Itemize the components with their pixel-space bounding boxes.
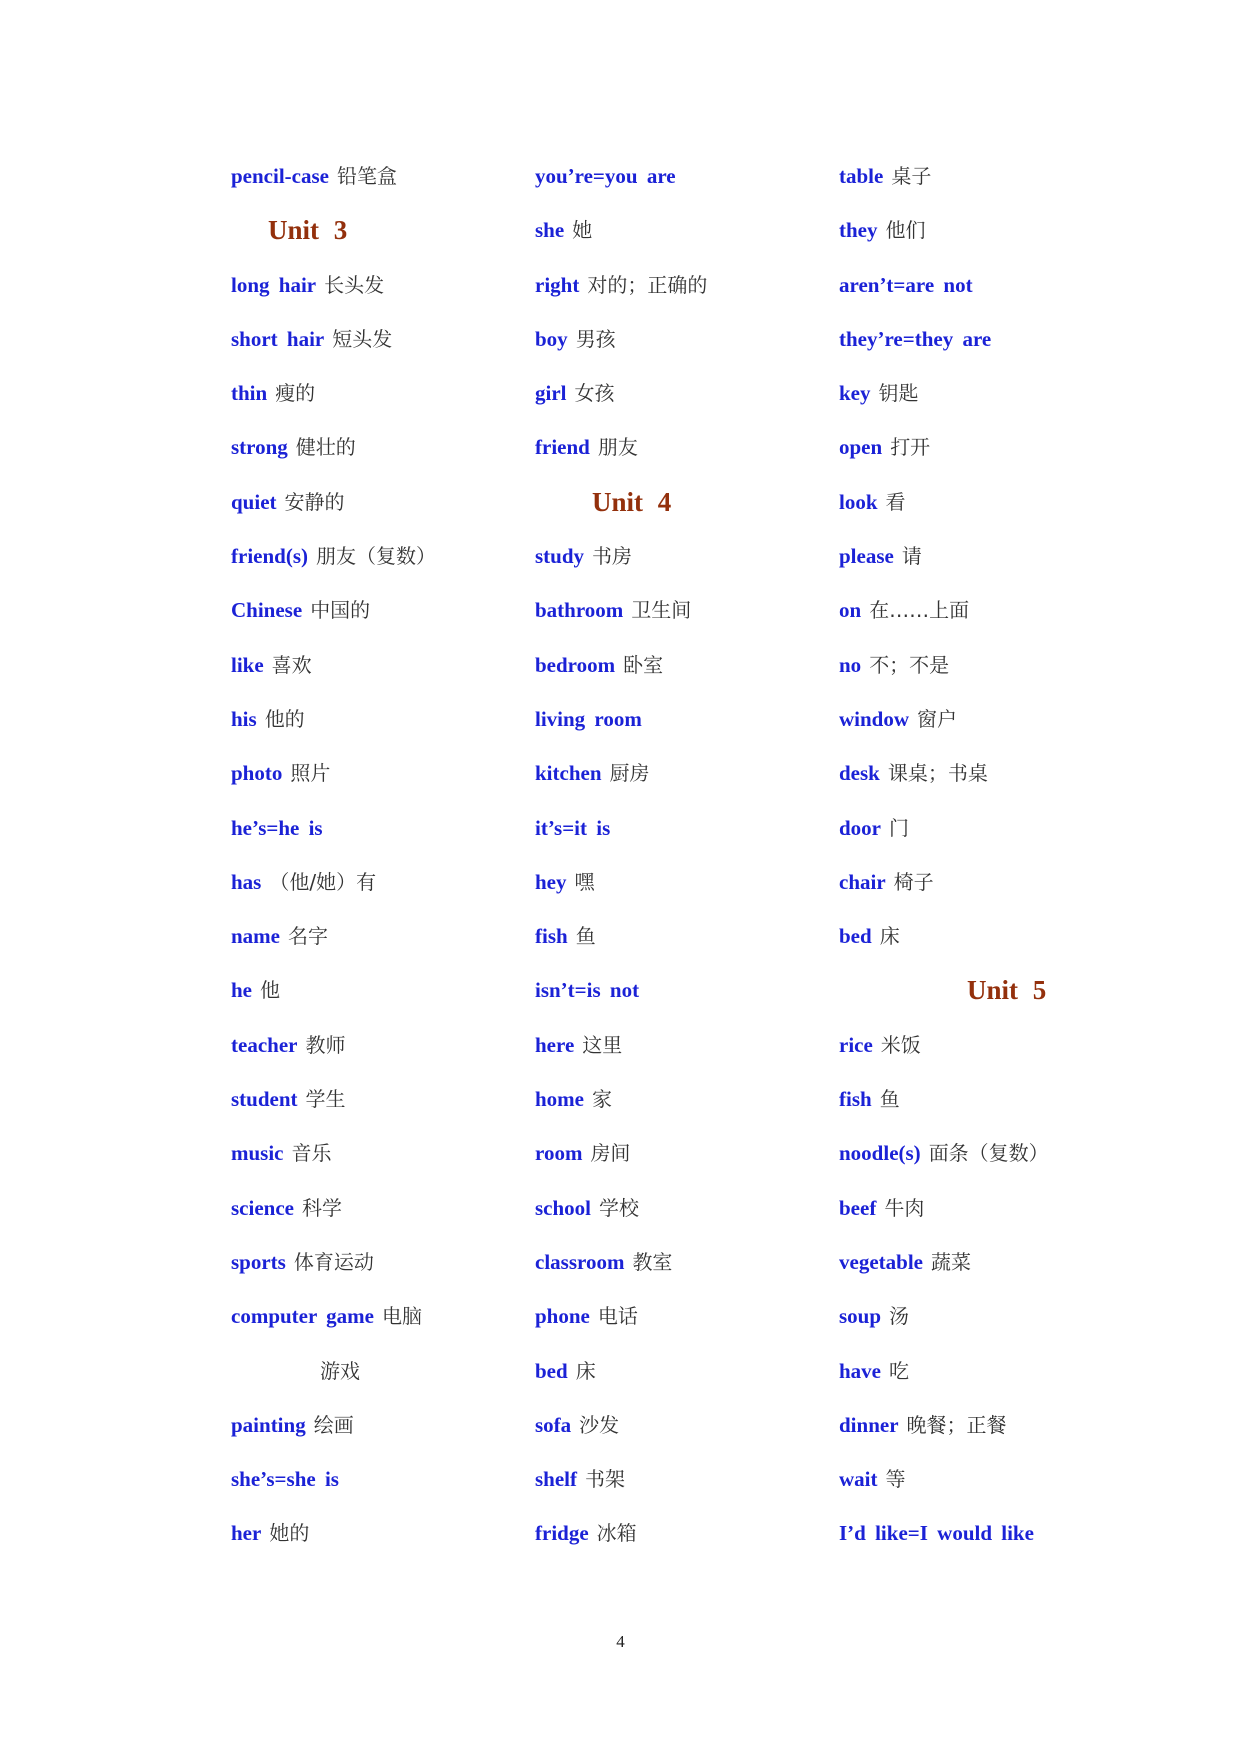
english-word: fish xyxy=(839,1087,872,1112)
vocab-entry xyxy=(535,975,855,1029)
vocab-entry xyxy=(231,650,551,704)
chinese-meaning: 朋友 xyxy=(597,435,638,460)
chinese-meaning: 女孩 xyxy=(574,381,615,406)
vocab-entry xyxy=(231,595,551,649)
chinese-meaning: 卧室 xyxy=(623,652,664,677)
page-number: 4 xyxy=(616,1632,625,1651)
vocab-entry xyxy=(839,758,1179,812)
chinese-meaning: 她的 xyxy=(269,1521,310,1546)
vocab-entry xyxy=(839,1464,1179,1518)
chinese-meaning: 床 xyxy=(879,924,900,949)
english-word: table xyxy=(839,164,884,188)
chinese-meaning: 绘画 xyxy=(313,1412,354,1437)
vocab-entry xyxy=(231,1301,551,1355)
vocab-entry xyxy=(535,813,855,867)
english-word: home xyxy=(535,1087,584,1112)
vocabulary-column-3 xyxy=(839,161,1179,1573)
english-word: he xyxy=(231,978,252,1003)
chinese-meaning: 看 xyxy=(885,489,906,514)
english-word: girl xyxy=(535,381,567,406)
vocab-entry xyxy=(231,378,551,432)
english-word: please xyxy=(839,544,894,569)
vocab-entry xyxy=(231,270,551,324)
vocab-entry xyxy=(535,541,855,595)
english-word: boy xyxy=(535,326,568,351)
english-word: living room xyxy=(535,706,642,731)
english-word: isn’t=is not xyxy=(535,978,640,1003)
chinese-meaning: 教室 xyxy=(632,1249,673,1274)
english-word: bedroom xyxy=(535,652,616,677)
chinese-meaning: 面条（复数） xyxy=(928,1141,1049,1166)
vocab-entry xyxy=(839,921,1179,975)
vocab-entry xyxy=(535,867,855,921)
chinese-meaning: 嘿 xyxy=(574,869,595,894)
english-word: her xyxy=(231,1521,262,1546)
chinese-meaning: 教师 xyxy=(305,1032,346,1057)
chinese-meaning: 学生 xyxy=(305,1087,346,1112)
chinese-meaning: 音乐 xyxy=(291,1141,332,1166)
vocab-entry xyxy=(535,1138,855,1192)
vocab-entry xyxy=(231,161,551,215)
chinese-meaning: 课桌；书桌 xyxy=(887,761,988,786)
english-word: music xyxy=(231,1141,284,1166)
chinese-meaning: 他的 xyxy=(264,706,305,731)
chinese-meaning: （他/她）有 xyxy=(269,869,377,894)
english-word: window xyxy=(839,706,910,731)
chinese-meaning: 鱼 xyxy=(879,1087,900,1112)
english-word: desk xyxy=(839,761,880,786)
vocab-entry xyxy=(839,1410,1179,1464)
chinese-meaning: 书房 xyxy=(592,544,633,569)
vocab-entry xyxy=(535,704,855,758)
english-word: thin xyxy=(231,381,268,406)
english-word: kitchen xyxy=(535,761,602,786)
vocab-entry xyxy=(535,1193,855,1247)
chinese-meaning: 沙发 xyxy=(579,1412,620,1437)
vocab-entry xyxy=(231,758,551,812)
english-word: shelf xyxy=(535,1467,577,1492)
chinese-meaning: 房间 xyxy=(590,1141,631,1166)
vocab-entry xyxy=(535,1410,855,1464)
vocab-entry xyxy=(535,1084,855,1138)
chinese-meaning: 书架 xyxy=(585,1467,625,1492)
english-word: room xyxy=(535,1141,583,1166)
vocab-entry xyxy=(839,432,1179,486)
vocab-entry xyxy=(231,921,551,975)
english-word: aren’t=are not xyxy=(839,272,973,297)
vocab-entry xyxy=(839,541,1179,595)
english-word: bed xyxy=(535,1358,568,1383)
chinese-meaning: 冰箱 xyxy=(596,1521,637,1546)
vocab-entry xyxy=(839,1301,1179,1355)
chinese-meaning: 不；不是 xyxy=(869,652,950,677)
chinese-meaning: 打开 xyxy=(890,435,931,460)
vocab-entry xyxy=(839,270,1179,324)
chinese-meaning: 科学 xyxy=(301,1195,342,1220)
vocab-entry xyxy=(535,650,855,704)
chinese-meaning: 鱼 xyxy=(575,924,596,949)
vocab-entry xyxy=(839,378,1179,432)
english-word: dinner xyxy=(839,1412,899,1437)
english-word: noodle(s) xyxy=(839,1141,921,1166)
vocab-entry xyxy=(839,1030,1179,1084)
vocab-entry xyxy=(231,541,551,595)
english-word: sports xyxy=(231,1249,286,1274)
english-word: rice xyxy=(839,1032,873,1057)
vocab-entry xyxy=(535,595,855,649)
chinese-meaning: 钥匙 xyxy=(878,381,919,406)
english-word: science xyxy=(231,1195,294,1220)
english-word: short hair xyxy=(231,326,325,351)
chinese-meaning: 喜欢 xyxy=(271,652,312,677)
vocab-entry xyxy=(535,1356,855,1410)
english-word: painting xyxy=(231,1412,306,1437)
english-word: study xyxy=(535,544,585,569)
vocab-entry xyxy=(839,1247,1179,1301)
vocab-entry xyxy=(231,1193,551,1247)
chinese-meaning: 在……上面 xyxy=(869,598,970,623)
chinese-meaning: 她 xyxy=(572,218,593,243)
vocab-entry xyxy=(839,487,1179,541)
english-word: no xyxy=(839,652,862,677)
vocab-entry xyxy=(839,1193,1179,1247)
chinese-meaning: 体育运动 xyxy=(293,1249,374,1274)
unit-heading: Unit 5 xyxy=(967,975,1047,1006)
english-word: she xyxy=(535,218,565,243)
vocab-entry xyxy=(839,161,1179,215)
chinese-meaning: 等 xyxy=(885,1467,906,1492)
english-word: on xyxy=(839,598,862,623)
chinese-meaning: 椅子 xyxy=(893,869,934,894)
english-word: door xyxy=(839,815,881,840)
vocab-entry xyxy=(839,704,1179,758)
vocab-entry xyxy=(839,1356,1179,1410)
english-word: name xyxy=(231,924,280,949)
chinese-meaning: 晚餐；正餐 xyxy=(906,1412,1007,1437)
english-word: pencil-case xyxy=(231,164,329,188)
english-word: wait xyxy=(839,1467,878,1492)
chinese-meaning: 瘦的 xyxy=(275,381,316,406)
english-word: bed xyxy=(839,924,872,949)
vocab-entry xyxy=(535,378,855,432)
chinese-meaning: 名字 xyxy=(288,924,328,949)
vocab-entry xyxy=(535,161,855,215)
chinese-meaning: 安静的 xyxy=(284,489,345,514)
vocab-entry xyxy=(535,1030,855,1084)
vocab-entry xyxy=(231,487,551,541)
vocab-entry xyxy=(839,1518,1179,1572)
english-word: sofa xyxy=(535,1412,572,1437)
vocab-entry xyxy=(231,1247,551,1301)
chinese-meaning: 米饭 xyxy=(880,1032,921,1057)
entry-continuation: 游戏 xyxy=(320,1358,360,1383)
english-word: it’s=it is xyxy=(535,815,611,840)
vocab-entry xyxy=(535,215,855,269)
vocab-entry xyxy=(839,324,1179,378)
english-word: his xyxy=(231,706,257,731)
english-word: chair xyxy=(839,869,886,894)
vocab-entry xyxy=(535,1518,855,1572)
english-word: bathroom xyxy=(535,598,624,623)
english-word: vegetable xyxy=(839,1249,923,1274)
chinese-meaning: 电话 xyxy=(597,1304,638,1329)
english-word: they’re=they are xyxy=(839,326,992,351)
vocab-entry xyxy=(231,1464,551,1518)
chinese-meaning: 蔬菜 xyxy=(930,1249,971,1274)
english-word: she’s=she is xyxy=(231,1467,339,1492)
vocab-entry xyxy=(231,1518,551,1572)
chinese-meaning: 汤 xyxy=(889,1304,910,1329)
english-word: soup xyxy=(839,1304,882,1329)
vocab-entry xyxy=(231,813,551,867)
english-word: Chinese xyxy=(231,598,303,623)
english-word: open xyxy=(839,435,883,460)
chinese-meaning: 厨房 xyxy=(609,761,650,786)
english-word: teacher xyxy=(231,1032,298,1057)
vocab-entry xyxy=(535,1247,855,1301)
vocab-entry xyxy=(839,650,1179,704)
chinese-meaning: 他 xyxy=(260,978,280,1003)
vocab-entry xyxy=(839,595,1179,649)
english-word: he’s=he is xyxy=(231,815,323,840)
english-word: school xyxy=(535,1195,592,1220)
chinese-meaning: 门 xyxy=(889,815,909,840)
vocab-entry xyxy=(231,432,551,486)
chinese-meaning: 照片 xyxy=(290,761,331,786)
english-word: photo xyxy=(231,761,283,786)
unit-heading: Unit 4 xyxy=(592,486,672,517)
chinese-meaning: 家 xyxy=(592,1087,612,1112)
english-word: fish xyxy=(535,924,568,949)
english-word: have xyxy=(839,1358,881,1383)
chinese-meaning: 朋友（复数） xyxy=(316,544,436,569)
chinese-meaning: 铅笔盒 xyxy=(336,164,397,188)
vocab-entry xyxy=(231,324,551,378)
vocabulary-column-1 xyxy=(231,161,551,1573)
unit-heading: Unit 3 xyxy=(268,215,348,246)
vocab-entry xyxy=(839,1084,1179,1138)
vocab-entry xyxy=(231,1138,551,1192)
vocab-entry xyxy=(839,813,1179,867)
english-word: key xyxy=(839,381,871,406)
chinese-meaning: 窗户 xyxy=(917,706,958,731)
vocab-entry xyxy=(839,867,1179,921)
vocab-entry xyxy=(231,867,551,921)
vocab-entry xyxy=(231,1084,551,1138)
english-word: you’re=you are xyxy=(535,164,676,188)
english-word: here xyxy=(535,1032,575,1057)
vocab-entry xyxy=(231,704,551,758)
english-word: they xyxy=(839,218,878,243)
english-word: phone xyxy=(535,1304,590,1329)
chinese-meaning: 健壮的 xyxy=(295,435,356,460)
chinese-meaning: 长头发 xyxy=(324,272,385,297)
english-word: long hair xyxy=(231,272,317,297)
english-word: I’d like=I would like xyxy=(839,1521,1034,1546)
chinese-meaning: 桌子 xyxy=(891,164,932,188)
english-word: hey xyxy=(535,869,567,894)
chinese-meaning: 电脑 xyxy=(382,1304,422,1329)
english-word: like xyxy=(231,652,264,677)
chinese-meaning: 吃 xyxy=(889,1358,909,1383)
english-word: beef xyxy=(839,1195,877,1220)
vocab-entry xyxy=(535,1301,855,1355)
vocab-entry xyxy=(535,324,855,378)
chinese-meaning: 牛肉 xyxy=(884,1195,925,1220)
chinese-meaning: 学校 xyxy=(599,1195,640,1220)
vocab-entry xyxy=(839,1138,1179,1192)
vocab-entry xyxy=(231,1030,551,1084)
chinese-meaning: 中国的 xyxy=(310,598,371,623)
english-word: computer game xyxy=(231,1304,374,1329)
chinese-meaning: 短头发 xyxy=(332,326,393,351)
vocabulary-column-2 xyxy=(535,161,855,1573)
english-word: has xyxy=(231,869,262,894)
vocab-entry xyxy=(231,1410,551,1464)
vocab-entry xyxy=(535,921,855,975)
chinese-meaning: 男孩 xyxy=(575,326,616,351)
english-word: strong xyxy=(231,435,288,460)
chinese-meaning: 卫生间 xyxy=(631,598,692,623)
chinese-meaning: 他们 xyxy=(885,218,926,243)
vocab-entry xyxy=(535,1464,855,1518)
english-word: fridge xyxy=(535,1521,589,1546)
chinese-meaning: 这里 xyxy=(582,1032,623,1057)
chinese-meaning: 对的；正确的 xyxy=(587,272,708,297)
english-word: student xyxy=(231,1087,298,1112)
vocab-entry xyxy=(535,758,855,812)
vocab-entry xyxy=(231,975,551,1029)
english-word: friend(s) xyxy=(231,544,308,569)
english-word: friend xyxy=(535,435,590,460)
english-word: right xyxy=(535,272,580,297)
vocab-entry xyxy=(535,432,855,486)
chinese-meaning: 请 xyxy=(901,544,922,569)
english-word: quiet xyxy=(231,489,277,514)
english-word: look xyxy=(839,489,878,514)
chinese-meaning: 床 xyxy=(575,1358,596,1383)
english-word: classroom xyxy=(535,1249,625,1274)
vocab-entry xyxy=(535,270,855,324)
vocab-entry xyxy=(839,215,1179,269)
